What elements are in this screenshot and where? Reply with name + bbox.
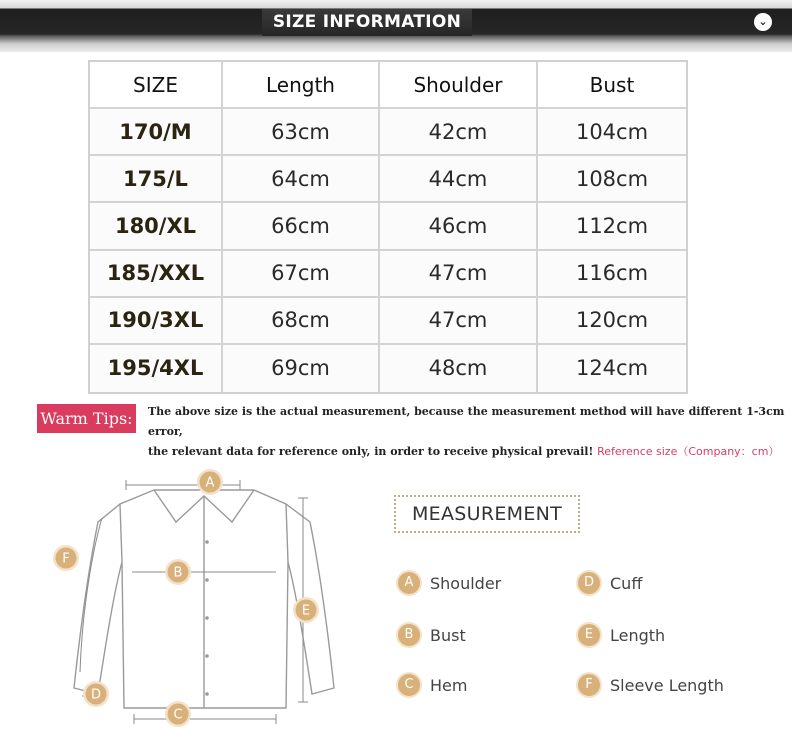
table-cell: 64cm bbox=[223, 156, 380, 203]
table-cell: 44cm bbox=[380, 156, 538, 203]
diagram-marker-e bbox=[293, 597, 319, 623]
table-cell: 67cm bbox=[223, 251, 380, 298]
table-header-cell: SIZE bbox=[90, 62, 223, 109]
shirt-buttons bbox=[205, 540, 209, 696]
table-cell: 108cm bbox=[538, 156, 686, 203]
legend-label: Shoulder bbox=[430, 573, 502, 593]
table-cell: 66cm bbox=[223, 203, 380, 250]
svg-text:C: C bbox=[173, 707, 183, 723]
svg-text:A: A bbox=[205, 475, 215, 491]
diagram-marker-f bbox=[53, 545, 79, 571]
diagram-marker-b bbox=[165, 559, 191, 585]
diagram-marker-a bbox=[197, 469, 223, 495]
header-banner bbox=[0, 0, 792, 52]
diagram-marker-d bbox=[83, 681, 109, 707]
measure-lines bbox=[80, 480, 311, 724]
diagram-marker-c bbox=[165, 701, 191, 727]
table-cell: 180/XL bbox=[90, 203, 223, 250]
table-cell: 195/4XL bbox=[90, 345, 223, 392]
shirt-seam-left bbox=[120, 504, 122, 562]
legend-badge: B bbox=[398, 624, 420, 646]
warm-tips-text bbox=[148, 402, 788, 462]
table-header-cell: Bust bbox=[538, 62, 686, 109]
shirt-diagram bbox=[36, 462, 336, 732]
table-cell: 175/L bbox=[90, 156, 223, 203]
legend-item-length bbox=[578, 624, 665, 646]
warm-tips-line2 bbox=[148, 442, 788, 462]
measurement-title: MEASUREMENT bbox=[394, 495, 580, 533]
table-cell: 185/XXL bbox=[90, 251, 223, 298]
svg-text:E: E bbox=[301, 603, 311, 619]
table-cell: 116cm bbox=[538, 251, 686, 298]
diagram-markers bbox=[53, 469, 319, 727]
table-cell: 170/M bbox=[90, 109, 223, 156]
reference-size-note: Reference size（Company：cm） bbox=[597, 445, 780, 458]
table-header-cell: Shoulder bbox=[380, 62, 538, 109]
chevron-down-icon[interactable]: ⌄ bbox=[754, 13, 772, 31]
table-cell: 190/3XL bbox=[90, 298, 223, 345]
legend-badge: C bbox=[398, 674, 420, 696]
svg-text:D: D bbox=[90, 687, 102, 703]
legend-label: Length bbox=[610, 625, 666, 645]
legend-label: Cuff bbox=[610, 573, 643, 593]
table-cell: 68cm bbox=[223, 298, 380, 345]
shirt-seam-right bbox=[286, 504, 288, 562]
table-cell: 69cm bbox=[223, 345, 380, 392]
warm-tips-line1: The above size is the actual measurement, because the measurement method will have different 1-3cm error, bbox=[148, 405, 785, 438]
table-cell: 124cm bbox=[538, 345, 686, 392]
warm-tips-label: Warm Tips: bbox=[37, 404, 136, 433]
legend-badge: D bbox=[578, 572, 600, 594]
table-cell: 47cm bbox=[380, 298, 538, 345]
legend-item-sleeve-length bbox=[578, 674, 724, 696]
svg-text:B: B bbox=[173, 565, 183, 581]
table-cell: 48cm bbox=[380, 345, 538, 392]
table-cell: 47cm bbox=[380, 251, 538, 298]
legend-item-shoulder bbox=[398, 572, 501, 594]
table-cell: 120cm bbox=[538, 298, 686, 345]
legend-label: Sleeve Length bbox=[610, 675, 724, 695]
svg-text:F: F bbox=[62, 551, 70, 567]
legend-label: Bust bbox=[430, 625, 466, 645]
table-cell: 42cm bbox=[380, 109, 538, 156]
warm-tips-line2-text: the relevant data for reference only, in order to receive physical prevail! bbox=[148, 445, 594, 458]
table-cell: 63cm bbox=[223, 109, 380, 156]
table-header-cell: Length bbox=[223, 62, 380, 109]
table-cell: 104cm bbox=[538, 109, 686, 156]
legend-item-hem bbox=[398, 674, 467, 696]
size-table bbox=[88, 60, 688, 394]
legend-badge: E bbox=[578, 624, 600, 646]
legend-badge: A bbox=[398, 572, 420, 594]
legend-badge: F bbox=[578, 674, 600, 696]
header-title: SIZE INFORMATION bbox=[262, 9, 472, 36]
legend-item-cuff bbox=[578, 572, 642, 594]
table-cell: 112cm bbox=[538, 203, 686, 250]
legend-item-bust bbox=[398, 624, 466, 646]
table-cell: 46cm bbox=[380, 203, 538, 250]
legend-label: Hem bbox=[430, 675, 468, 695]
